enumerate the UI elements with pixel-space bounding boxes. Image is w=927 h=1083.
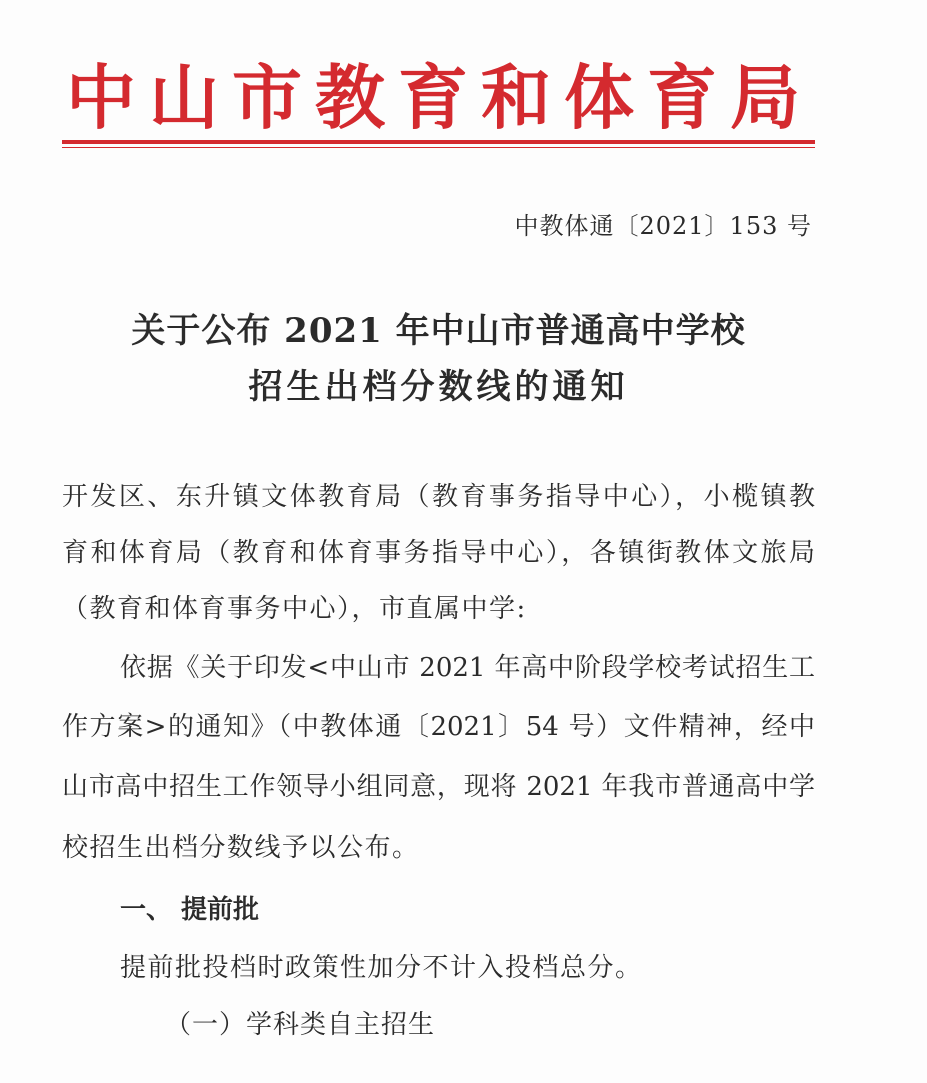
document-title-line-1: 关于公布 2021 年中山市普通高中学校 [131, 311, 746, 351]
body-paragraph-line: 作方案>的通知》（中教体通〔2021〕54 号）文件精神，经中 [62, 712, 815, 742]
section-subheading: （一）学科类自主招生 [165, 1010, 436, 1040]
section-heading-early-batch: 一、 提前批 [120, 895, 260, 925]
body-paragraph-line: 校招生出档分数线予以公布。 [62, 833, 420, 863]
body-paragraph-line: 山市高中招生工作领导小组同意，现将 2021 年我市普通高中学 [62, 772, 815, 802]
document-number: 中教体通〔2021〕153 号 [514, 212, 812, 240]
letterhead-red-rule [62, 140, 815, 144]
letterhead-red-rule-thin [62, 147, 815, 148]
addressee-line: 开发区、东升镇文体教育局（教育事务指导中心），小榄镇教 [62, 482, 815, 512]
org-letterhead-title: 中山市教育和体育局 [66, 56, 800, 139]
addressee-line: （教育和体育事务中心），市直属中学: [62, 594, 527, 624]
addressee-line: 育和体育局（教育和体育事务指导中心），各镇街教体文旅局 [62, 538, 815, 568]
section-text: 提前批投档时政策性加分不计入投档总分。 [120, 953, 643, 983]
body-paragraph-line: 依据《关于印发<中山市 2021 年高中阶段学校考试招生工 [120, 653, 815, 683]
document-title-line-2: 招生出档分数线的通知 [248, 367, 629, 407]
